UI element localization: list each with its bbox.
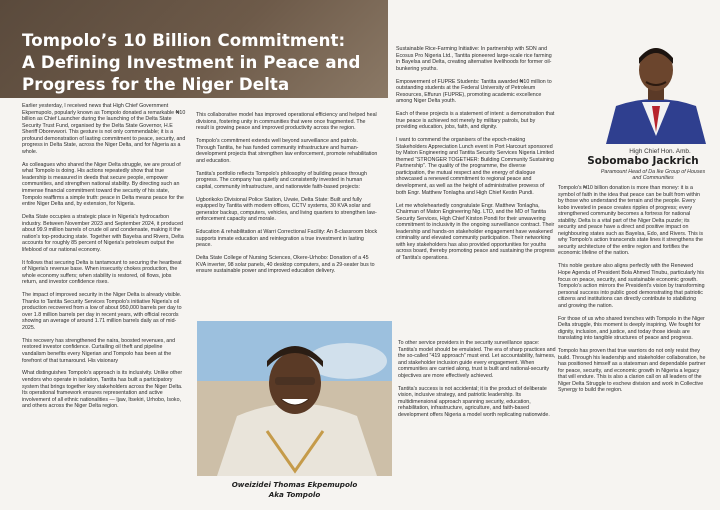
paragraph: The impact of improved security in the Niger Delta is already visible. Thanks to Tantita Security Services Tompolo's initiative Nigeria's oil production recovered from a low of about 950,000 barrels per day to over 1.8 million barrels per day in recent years, with official records showing an average of around 1.71 million barrels daily as of mid-2025. xyxy=(22,292,182,331)
paragraph: Tompolo has proven that true warriors do not only resist they build. Through his leadership and stakeholder collaboration, he has positioned himself as a statesman and dependable partner for peace, security, and economic growth in Nigeria a legacy that will endure. This is also a clarion call on all leaders of the Niger Delta Struggle to eschew division and work in Collective Synergy to build the region. xyxy=(558,348,706,394)
photo-caption-name: Oweizidei Thomas Ekpemupolo xyxy=(231,480,358,489)
article-headline xyxy=(22,30,382,96)
paragraph: Delta State occupies a strategic place in Nigeria's hydrocarbon industry. Between November 2023 and September 2024, it produced about 99.9 million barrels of crude oil and condensate, making it the nation's top-producing state. Together with Bayelsa and Rivers, Delta accounts for roughly 85 percent of Nigeria's petroleum output the lifeblood of our national economy. xyxy=(22,213,184,253)
author-portrait-illustration xyxy=(592,36,720,144)
article-column-3 xyxy=(396,46,556,268)
author-role-line-1: Paramount Head of Da Ike Group of Houses xyxy=(600,169,706,175)
author-photo xyxy=(592,36,720,144)
paragraph: For those of us who shared trenches with Tompolo in the Niger Delta struggle, this moment is deeply inspiring. We fought for dignity, inclusion, and justice, and today those ideals are translating into tangible structures of peace and progress. xyxy=(558,315,705,342)
paragraph: Let me wholeheartedly congratulate Engr. Matthew Tonlagha, Chairman of Maton Engineering Nig. LTD, and the MD of Tantita Security Services, High Chief Kirston Pondi for their unwavering commitment to inclusivity in the ongoing surveillance contract. Their leadership and hands-on stakeholder engagement have weakened criminality and elevated community participation. Their networking with key stakeholders has also provided opportunities for youths across board, thereby promoting peace and sustaining the progress of Tantita's operations. xyxy=(396,202,555,261)
paragraph: Empowerment of FUPRE Students: Tantita awarded ₦10 million to outstanding students at the Federal University of Petroleum Resources, Effurun (FUPRE), promoting academic excellence among Niger Delta youth. xyxy=(396,78,552,105)
article-column-2 xyxy=(196,112,379,281)
paragraph: Each of these projects is a statement of intent: a demonstration that true peace is achieved not merely by military patrols, but by providing education, jobs, faith, and dignity. xyxy=(396,111,555,131)
paragraph: I want to commend the organisers of the epoch-making Stakeholders Appreciation Lunch event in Port Harcourt sponsored by Maton Engineering and Tantita Security Services Nigeria Limited themed “STRONGER TOGETHER: Building Community Sustaining Partnership”. The quality of the programme, the diverse participation, the mutual respect and the energy of dialogue showcased a renewed commitment to regional peace and development, as well as the height of administrative prowess of both Engr. Matthew Tonlagha and High Chief Kestin Pundi. xyxy=(396,137,555,196)
paragraph: Education & rehabilitation at Warri Correctional Facility: An 8-classroom block supports inmate education and reintegration a true investment in lasting peace. xyxy=(196,229,378,249)
paragraph: Earlier yesterday, I received news that High Chief Government Ekpemupolo, popularly known as Tompolo donated a remarkable ₦10 billion as Chief Launcher during the launching of the Delta State Security Trust Fund, organised by the Delta State Governor, H.E Sheriff Oborevwori. This gesture is not only commendable; it is a profound demonstration of lasting commitment to peace, security, and progress in Delta State, across the Niger Delta, and for Nigeria as a whole. xyxy=(22,103,186,155)
headline-line-3: Progress for the Niger Delta xyxy=(22,75,290,94)
paragraph: It follows that securing Delta is tantamount to securing the heartbeat of Nigeria's revenue base. When insecurity chokes production, the whole economy suffers; when stability is restored, oil flows, jobs return, and investor confidence rises. xyxy=(22,259,182,286)
paragraph: Tompolo's ₦10 billion donation is more than money: it is a symbol of faith in the idea that peace can be built from within by those who understand the terrain and the people. Every kobo invested in peace creates ripples of progress; every strengthened community becomes a fortress for national stability. Delta is a vital part of the Niger Delta puzzle; its security and peace have a direct and positive impact on neighbouring states such as Bayelsa, Edo, and Rivers. This is why Tompolo's action transcends state lines it strengthens the security architecture of the entire region and fortifies the economic lifeline of the nation. xyxy=(558,185,704,257)
headline-line-1: Tompolo’s 10 Billion Commitment: xyxy=(22,31,346,50)
paragraph: Tantita's success is not accidental; it is the product of deliberate vision, inclusive strategy, and patriotic leadership. Its multidimensional approach spanning security, education, rehabilitation, infrastructure, agriculture, and faith-based development offers Nigeria a model worth replicating nationwide. xyxy=(398,385,550,418)
paragraph: Tompolo's commitment extends well beyond surveillance and patrols. Through Tantita, he has funded community infrastructure and human-development projects that strengthen law enforcement, promote rehabilitation and education. xyxy=(196,138,378,164)
article-column-1 xyxy=(22,103,187,416)
article-column-3-lower xyxy=(398,340,556,425)
paragraph: As colleagues who shared the Niger Delta struggle, we are proud of what Tompolo is doing. His actions repeatedly show that true leadership is measured in deeds that secure people, empower communities, and strengthen national stability. By directing such an immense financial commitment toward the security of his state, Tompolo reaffirms a simple truth: peace in Delta means peace for the entire Niger Delta and, by extension, for Nigeria. xyxy=(22,161,184,208)
paragraph: Sustainable Rice-Farming Initiative: In partnership with SDN and Ecosus Pro Nigeria Ltd., Tantita pioneered large-scale rice farming in Bayelsa and Delta, creating alternative livelihoods for former oil-bunkering youths. xyxy=(396,46,552,72)
portrait-illustration xyxy=(197,321,392,476)
photo-caption-alias: Aka Tompolo xyxy=(268,490,321,499)
paragraph: What distinguishes Tompolo's approach is its inclusivity. Unlike other vendors who operate in isolation, Tantita has built a participatory system that brings together key stakeholders across the Niger Delta. Its operational framework ensures representation and active involvement of all ethnic nationalities — Ijaw, Itsekiri, Urhobo, Isoko, and others across the Niger Delta region. xyxy=(22,370,183,410)
paragraph: This collaborative model has improved operational efficiency and helped heal divisions, fostering unity in communities that were once fragmented. The result is growing peace and improved productivity across the region. xyxy=(196,112,377,132)
author-name: Sobomabo Jackrich xyxy=(587,155,699,167)
author-title: High Chief Hon. Amb. xyxy=(629,148,691,155)
author-role-line-2: and Communities xyxy=(632,175,674,182)
author-role xyxy=(586,169,720,181)
paragraph: This recovery has strengthened the naira, boosted revenues, and restored investor confidence. Curtailing oil theft and pipeline vandalism benefits every Nigerian and Tompolo has been at the forefront of that turnaround. His visionary xyxy=(22,337,176,364)
paragraph: Ugborikoko Divisional Police Station, Uvwie, Delta State: Built and fully equipped by Tantita with modern offices, CCTV systems, 30 KVA solar and generator backup, computers, vehicles, and living quarters to strengthen law-enforcement capacity and morale. xyxy=(196,196,377,223)
paragraph: To other service providers in the security surveillance space: Tantita's model should be emulated. The era of sharp practices and the so-called "419 approach" must end. Let accountability, fairness, and stakeholder inclusion guide every engagement. When communities are carried along, trust is built and national-security objectives are more effectively achieved. xyxy=(398,340,556,379)
paragraph: This noble gesture also aligns perfectly with the Renewed Hope Agenda of President Bola Ahmed Tinubu, particularly his focus on peace, security, and sustainable economic growth. Tompolo's action mirrors the President's vision by transforming personal success into public good demonstrating that patriotic citizens and institutions can directly contribute to stabilizing and growing the nation. xyxy=(558,263,705,309)
tompolo-photo xyxy=(197,321,392,476)
paragraph: Tantita's portfolio reflects Tompolo's philosophy of building peace through progress. The company has quietly and consistently invested in human capital, community infrastructure, and nationwide faith-based projects: xyxy=(196,170,367,190)
headline-line-2: A Defining Investment in Peace and xyxy=(22,53,361,72)
article-column-4 xyxy=(558,185,706,400)
paragraph: Delta State College of Nursing Sciences, Okere-Urhobo: Donation of a 45 KVA inverter, 98 solar panels, 40 desktop computers, and a 29-seater bus to ensure sustainable power and improved education delivery. xyxy=(196,255,375,275)
